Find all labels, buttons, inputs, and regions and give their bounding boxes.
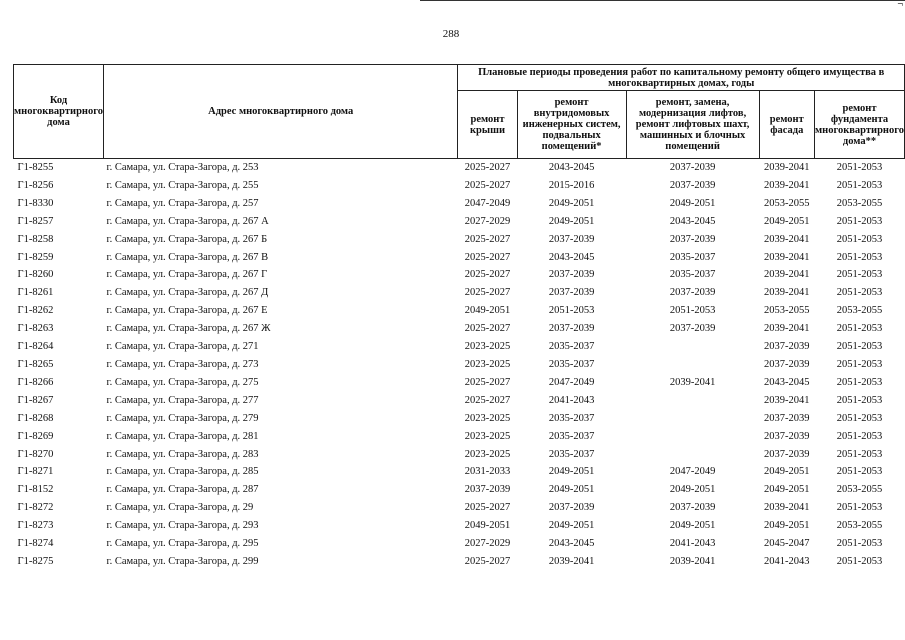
- cell-address: г. Самара, ул. Стара-Загора, д. 267 Е: [106, 305, 268, 317]
- cell-facade: 2053-2055: [764, 305, 810, 317]
- cell-address: г. Самара, ул. Стара-Загора, д. 279: [106, 412, 259, 424]
- cell-code: Г1-8270: [17, 448, 54, 460]
- cell-address: г. Самара, ул. Стара-Загора, д. 253: [106, 162, 259, 173]
- table-row: [14, 302, 905, 320]
- table-row: [14, 517, 905, 535]
- page-number: 288: [442, 28, 460, 40]
- cell-foundation: 2051-2053: [836, 215, 883, 227]
- cell-foundation: 2051-2053: [836, 394, 883, 406]
- cell-facade: 2049-2051: [764, 466, 810, 478]
- cell-address: г. Самара, ул. Стара-Загора, д. 275: [106, 376, 259, 388]
- cell-foundation: 2051-2053: [836, 251, 883, 263]
- cell-facade: 2037-2039: [764, 412, 810, 424]
- cell-roof: 2025-2027: [464, 394, 511, 406]
- cell-facade: 2039-2041: [764, 162, 810, 173]
- cell-foundation: 2051-2053: [836, 323, 883, 335]
- table-row: [14, 284, 905, 302]
- cell-elevators: [626, 410, 759, 428]
- top-rule: [420, 0, 905, 1]
- cell-address: г. Самара, ул. Стара-Загора, д. 29: [106, 502, 254, 514]
- cell-roof: 2025-2027: [464, 376, 511, 388]
- cell-facade: 2043-2045: [764, 376, 810, 388]
- cell-roof: 2025-2027: [464, 233, 511, 245]
- cell-systems: 2035-2037: [548, 430, 595, 442]
- cell-foundation: 2053-2055: [836, 520, 883, 532]
- table-row: [14, 428, 905, 446]
- cell-systems: 2051-2053: [548, 305, 595, 317]
- cell-address: г. Самара, ул. Стара-Загора, д. 267 Д: [106, 287, 269, 299]
- cell-systems: 2035-2037: [548, 341, 595, 353]
- cell-facade: 2037-2039: [764, 341, 810, 353]
- cell-roof: 2025-2027: [464, 162, 511, 173]
- header-address: Адрес многоквартирного дома: [103, 65, 457, 159]
- cell-foundation: 2051-2053: [836, 179, 883, 191]
- cell-facade: 2039-2041: [764, 323, 810, 335]
- cell-systems: 2043-2045: [548, 538, 595, 550]
- cell-roof: 2025-2027: [464, 555, 511, 567]
- cell-facade: 2039-2041: [764, 233, 810, 245]
- cell-systems: 2041-2043: [548, 394, 595, 406]
- cell-systems: 2039-2041: [548, 555, 595, 567]
- cell-roof: 2023-2025: [464, 448, 511, 460]
- cell-address: г. Самара, ул. Стара-Загора, д. 267 А: [106, 215, 269, 227]
- cell-roof: 2027-2029: [464, 215, 511, 227]
- cell-roof: 2025-2027: [464, 502, 511, 514]
- cell-code: Г1-8275: [17, 555, 54, 567]
- cell-code: Г1-8260: [17, 269, 54, 281]
- cell-foundation: 2053-2055: [836, 305, 883, 317]
- cell-foundation: 2053-2055: [836, 197, 883, 209]
- cell-foundation: 2051-2053: [836, 358, 883, 370]
- table-row: [14, 266, 905, 284]
- cell-facade: 2037-2039: [764, 358, 810, 370]
- repair-schedule-table: [13, 64, 905, 571]
- cell-code: Г1-8255: [17, 162, 54, 173]
- cell-roof: 2031-2033: [464, 466, 511, 478]
- cell-roof: 2023-2025: [464, 358, 511, 370]
- cell-code: Г1-8273: [17, 520, 54, 532]
- cell-roof: 2025-2027: [464, 179, 511, 191]
- table-header: [14, 65, 905, 159]
- cell-foundation: 2051-2053: [836, 287, 883, 299]
- table-row: [14, 195, 905, 213]
- cell-code: Г1-8269: [17, 430, 54, 442]
- cell-code: Г1-8274: [17, 538, 54, 550]
- table-row: [14, 356, 905, 374]
- cell-systems: 2037-2039: [548, 287, 595, 299]
- cell-systems: 2015-2016: [548, 179, 595, 191]
- cell-systems: 2035-2037: [548, 358, 595, 370]
- cell-code: Г1-8271: [17, 466, 54, 478]
- table-body: [14, 159, 905, 571]
- header-foundation: ремонт фундамента многоквартирного дома**: [814, 91, 904, 159]
- cell-elevators: 2037-2039: [669, 179, 716, 191]
- cell-roof: 2049-2051: [464, 520, 511, 532]
- cell-code: Г1-8263: [17, 323, 54, 335]
- cell-elevators: 2037-2039: [669, 233, 716, 245]
- cell-systems: 2049-2051: [548, 520, 595, 532]
- cell-elevators: 2039-2041: [669, 376, 716, 388]
- cell-elevators: 2035-2037: [669, 251, 716, 263]
- cell-systems: 2035-2037: [548, 448, 595, 460]
- cell-elevators: 2037-2039: [669, 287, 716, 299]
- cell-code: Г1-8259: [17, 251, 54, 263]
- cell-systems: 2049-2051: [548, 215, 595, 227]
- cell-facade: 2037-2039: [764, 430, 810, 442]
- cell-elevators: 2041-2043: [669, 538, 716, 550]
- cell-elevators: [626, 338, 759, 356]
- cell-foundation: 2051-2053: [836, 430, 883, 442]
- cell-code: Г1-8262: [17, 305, 54, 317]
- cell-address: г. Самара, ул. Стара-Загора, д. 295: [106, 538, 259, 550]
- table-row: [14, 231, 905, 249]
- cell-roof: 2027-2029: [464, 538, 511, 550]
- cell-foundation: 2051-2053: [836, 341, 883, 353]
- table-row: [14, 159, 905, 177]
- cell-code: Г1-8272: [17, 502, 54, 514]
- header-periods-group: Плановые периоды проведения работ по капитальному ремонту общего имущества в многоквартирных домах, годы: [458, 65, 905, 91]
- cell-foundation: 2051-2053: [836, 555, 883, 567]
- cell-foundation: 2051-2053: [836, 269, 883, 281]
- cell-systems: 2047-2049: [548, 376, 595, 388]
- cell-systems: 2049-2051: [548, 466, 595, 478]
- cell-systems: 2037-2039: [548, 323, 595, 335]
- cell-elevators: 2049-2051: [669, 484, 716, 496]
- cell-elevators: 2049-2051: [669, 197, 716, 209]
- cell-code: Г1-8258: [17, 233, 54, 245]
- cell-address: г. Самара, ул. Стара-Загора, д. 267 В: [106, 251, 269, 263]
- header-roof: ремонт крыши: [458, 91, 517, 159]
- header-facade: ремонт фасада: [759, 91, 814, 159]
- cell-facade: 2049-2051: [764, 215, 810, 227]
- cell-address: г. Самара, ул. Стара-Загора, д. 255: [106, 179, 259, 191]
- table-row: [14, 213, 905, 231]
- header-code: Код многоквартирного дома: [14, 65, 104, 159]
- cell-address: г. Самара, ул. Стара-Загора, д. 271: [106, 341, 259, 353]
- cell-address: г. Самара, ул. Стара-Загора, д. 299: [106, 555, 259, 567]
- cell-foundation: 2053-2055: [836, 484, 883, 496]
- table-row: [14, 177, 905, 195]
- cell-address: г. Самара, ул. Стара-Загора, д. 293: [106, 520, 259, 532]
- cell-code: Г1-8265: [17, 358, 54, 370]
- cell-address: г. Самара, ул. Стара-Загора, д. 285: [106, 466, 259, 478]
- cell-code: Г1-8264: [17, 341, 54, 353]
- cell-facade: 2053-2055: [764, 197, 810, 209]
- cell-systems: 2049-2051: [548, 197, 595, 209]
- cell-roof: 2023-2025: [464, 430, 511, 442]
- cell-systems: 2043-2045: [548, 162, 595, 173]
- corner-mark: ¬: [897, 0, 903, 10]
- cell-roof: 2037-2039: [464, 484, 511, 496]
- cell-code: Г1-8330: [17, 197, 54, 209]
- cell-elevators: [626, 428, 759, 446]
- cell-roof: 2023-2025: [464, 412, 511, 424]
- cell-facade: 2039-2041: [764, 269, 810, 281]
- cell-elevators: 2037-2039: [669, 323, 716, 335]
- cell-foundation: 2051-2053: [836, 502, 883, 514]
- cell-code: Г1-8267: [17, 394, 54, 406]
- cell-code: Г1-8256: [17, 179, 54, 191]
- cell-elevators: 2039-2041: [669, 555, 716, 567]
- cell-address: г. Самара, ул. Стара-Загора, д. 267 Ж: [106, 323, 271, 335]
- cell-roof: 2047-2049: [464, 197, 511, 209]
- cell-code: Г1-8266: [17, 376, 54, 388]
- cell-address: г. Самара, ул. Стара-Загора, д. 273: [106, 358, 259, 370]
- cell-elevators: 2037-2039: [669, 502, 716, 514]
- cell-elevators: 2043-2045: [669, 215, 716, 227]
- cell-elevators: [626, 356, 759, 374]
- cell-facade: 2039-2041: [764, 287, 810, 299]
- cell-roof: 2025-2027: [464, 269, 511, 281]
- cell-elevators: 2037-2039: [669, 162, 716, 173]
- cell-facade: 2049-2051: [764, 484, 810, 496]
- cell-roof: 2025-2027: [464, 323, 511, 335]
- cell-elevators: 2049-2051: [669, 520, 716, 532]
- cell-address: г. Самара, ул. Стара-Загора, д. 281: [106, 430, 259, 442]
- cell-foundation: 2051-2053: [836, 376, 883, 388]
- cell-code: Г1-8261: [17, 287, 54, 299]
- cell-roof: 2025-2027: [464, 287, 511, 299]
- table-row: [14, 446, 905, 464]
- cell-code: Г1-8152: [17, 484, 54, 496]
- table-row: [14, 535, 905, 553]
- table-row: [14, 553, 905, 571]
- table-row: [14, 374, 905, 392]
- cell-systems: 2037-2039: [548, 502, 595, 514]
- header-elevators: ремонт, замена, модернизация лифтов, ремонт лифтовых шахт, машинных и блочных помещений: [626, 91, 759, 159]
- cell-systems: 2035-2037: [548, 412, 595, 424]
- table-row: [14, 410, 905, 428]
- cell-roof: 2023-2025: [464, 341, 511, 353]
- cell-address: г. Самара, ул. Стара-Загора, д. 287: [106, 484, 259, 496]
- cell-foundation: 2051-2053: [836, 448, 883, 460]
- cell-facade: 2049-2051: [764, 520, 810, 532]
- table-row: [14, 392, 905, 410]
- cell-foundation: 2051-2053: [836, 162, 883, 173]
- cell-facade: 2045-2047: [764, 538, 810, 550]
- cell-roof: 2049-2051: [464, 305, 511, 317]
- cell-address: г. Самара, ул. Стара-Загора, д. 257: [106, 197, 259, 209]
- cell-address: г. Самара, ул. Стара-Загора, д. 267 Г: [106, 269, 268, 281]
- cell-foundation: 2051-2053: [836, 412, 883, 424]
- cell-facade: 2039-2041: [764, 179, 810, 191]
- cell-systems: 2037-2039: [548, 269, 595, 281]
- cell-roof: 2025-2027: [464, 251, 511, 263]
- cell-facade: 2039-2041: [764, 502, 810, 514]
- cell-facade: 2039-2041: [764, 394, 810, 406]
- table-row: [14, 338, 905, 356]
- cell-address: г. Самара, ул. Стара-Загора, д. 267 Б: [106, 233, 268, 245]
- cell-systems: 2037-2039: [548, 233, 595, 245]
- table-row: [14, 481, 905, 499]
- cell-code: Г1-8268: [17, 412, 54, 424]
- cell-elevators: [626, 446, 759, 464]
- cell-facade: 2037-2039: [764, 448, 810, 460]
- cell-foundation: 2051-2053: [836, 233, 883, 245]
- cell-foundation: 2051-2053: [836, 466, 883, 478]
- cell-systems: 2049-2051: [548, 484, 595, 496]
- table-row: [14, 320, 905, 338]
- table-row: [14, 463, 905, 481]
- header-systems: ремонт внутридомовых инженерных систем, подвальных помещений*: [517, 91, 626, 159]
- table-row: [14, 499, 905, 517]
- cell-address: г. Самара, ул. Стара-Загора, д. 283: [106, 448, 259, 460]
- cell-elevators: 2035-2037: [669, 269, 716, 281]
- table-row: [14, 249, 905, 267]
- cell-elevators: 2051-2053: [669, 305, 716, 317]
- cell-foundation: 2051-2053: [836, 538, 883, 550]
- cell-elevators: [626, 392, 759, 410]
- cell-address: г. Самара, ул. Стара-Загора, д. 277: [106, 394, 259, 406]
- cell-facade: 2039-2041: [764, 251, 810, 263]
- cell-code: Г1-8257: [17, 215, 54, 227]
- cell-facade: 2041-2043: [764, 555, 810, 567]
- cell-elevators: 2047-2049: [669, 466, 716, 478]
- cell-systems: 2043-2045: [548, 251, 595, 263]
